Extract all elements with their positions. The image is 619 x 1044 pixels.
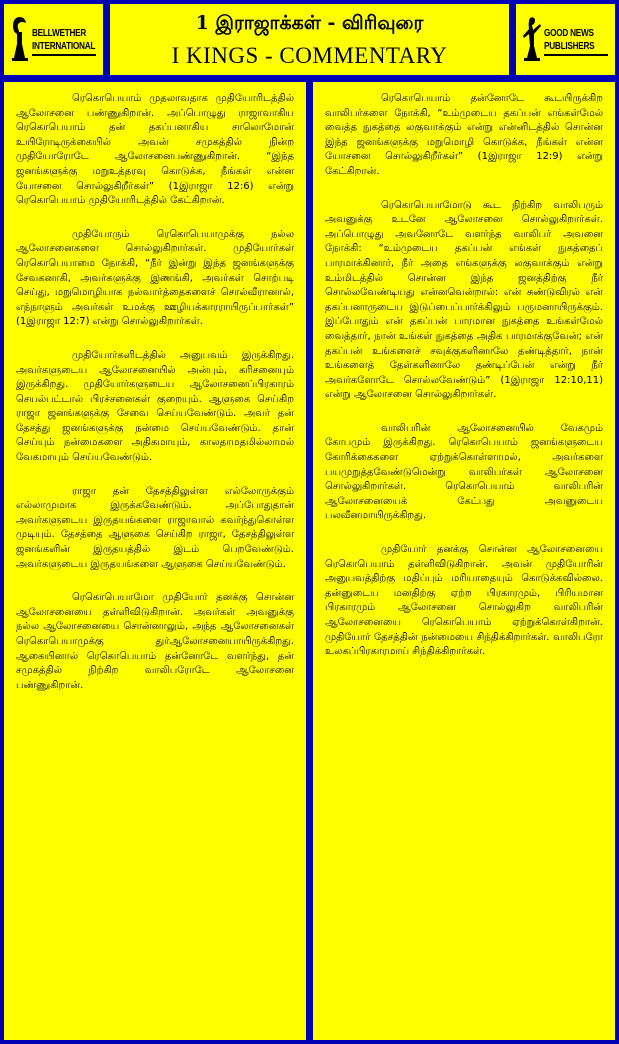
good-news-logo xyxy=(520,10,611,70)
paragraph: முதியோரும் ரெகொபெயாமுக்கு நல்ல ஆலோசனைகளை சொல்லுகிறார்கள். முதியோர்கள் ரெகொபெயாமை நோக்கி, “நீர் இன்று இந்த ஜனங்களுக்கு சேவகனாகி, அவர்களுக்கு இணங்கி, அவர்கள் சொற்படி செய்து, மறுமொழியாக நல்வார்த்தைகளைச் சொல்வீரானால், எந்நாளும் அவர்கள் உமக்கு ஊழியக்காரராயிருப்பார்கள்” (1இராஜா 12:7) என்று சொல்லுகிறார்கள். xyxy=(16,228,294,328)
paragraph: ராஜா தன் தேசத்திலுள்ள எல்லோருக்கும் எல்லாமுமாக இருக்கவேண்டும். அப்போதுதான் அவர்களுடைய இருதயங்களை ராஜாவால் கவர்ந்துகொள்ள முடியும். தேசத்தை ஆளுகை செய்கிற ராஜா, தேசத்திலுள்ள ஜனங்களின் இருதயத்தில் இடம் பெறவேண்டும். அவர்களுடைய இருதயங்களை ஆளுகை செய்யவேண்டும். xyxy=(16,485,294,570)
paragraph: வாலிபரின் ஆலோசனையில் வேகமும் கோபமும் இருக்கிறது. ரெகொபெயாம் ஜனங்களுடைய கோரிக்கைகளை ஏற்றுக்கொள்ளாமல், அவர்களை பயமுறுத்தவேண்டுமென்று வாலிபர்கள் ஆலோசனை சொல்லுகிறார்கள். ரெகொபெயாம் வாலிபரின் ஆலோசனையைக் கேட்பது அவனுடைய பலவீனமாயிருக்கிறது. xyxy=(325,422,603,522)
good-news-herald-icon xyxy=(522,14,542,62)
left-column xyxy=(4,82,306,1040)
paragraph: ரெகொபெயாம் முதலாவதாக முதியோரிடத்தில் ஆலோசனை பண்ணுகிறான். அப்பொழுது ராஜாவாகிய ரெகொபெயாம் தன் தகப்பனாகிய சாலொமோன் உயிரோடிருக்கையில் அவன் சமுகத்தில் நின்ற முதியோரோடே ஆலோசனைபண்ணுகிறான். “இந்த ஜனங்களுக்கு மறுஉத்தரவு கொடுக்க, நீங்கள் என்ன யோசனை சொல்லுகிறீர்கள்” (1இராஜா 12:6) என்று ரெகொபெயாம் முதியோரிடத்தில் கேட்கிறான். xyxy=(16,93,294,207)
bellwether-logo-line1: BELLWETHER xyxy=(32,28,87,39)
bellwether-logo xyxy=(8,10,99,70)
right-column xyxy=(313,82,615,1040)
good-news-logo-box xyxy=(516,4,615,75)
good-news-logo-line2: PUBLISHERS xyxy=(544,41,595,52)
paragraph: ரெகொபெயாமோ முதியோர் தனக்கு சொன்ன ஆலோசனையை தள்ளிவிடுகிறான். அவர்கள் அவனுக்கு நல்ல ஆலோசனையை சொன்னாலும், அந்த ஆலோசனைகள் ரெகொபெயாமுக்கு துர்ஆலோசனையாயிருக்கிறது. ஆகையினால் ரெகொபெயாம் தன்னோடே வளர்ந்து, தன் சமுகத்தில் நிற்கிற வாலிபரோடே ஆலோசனை பண்ணுகிறான். xyxy=(16,592,294,691)
paragraph: முதியோர்களிடத்தில் அனுபவம் இருக்கிறது. அவர்களுடைய ஆலோசனையில் அன்பும், கரிசனையும் இருக்கிறது. முதியோர்களுடைய ஆலோசனைப்பிரகாரம் செயல்பட்டால் பிரச்சனைகள் குறையும். ஆளுகை செய்கிற ராஜா ஜனங்களுக்கு சேவை செய்யவேண்டும். அவர் தன் தேசத்து ஜனங்களுக்கு நன்மை செய்யவேண்டும். தான் செய்யும் நன்மைகளை அதிகமாயும், காலதாமதமில்லாமல் வேகமாயும் செய்யவேண்டும். xyxy=(16,349,294,464)
paragraph: ரெகொபெயாம் தன்னோடே கூடயிருக்கிற வாலிபர்களை நோக்கி, “உம்முடைய தகப்பன் எங்கள்மேல் வைத்த நுகத்தை லகுவாக்கும் என்று என்னிடத்தில் சொன்ன இந்த ஜனங்களுக்கு மறுமொழி கொடுக்க, நீங்கள் என்ன யோசனை சொல்லுகிறீர்கள்” (1இராஜா 12:9) என்று கேட்கிறான். xyxy=(325,93,603,177)
paragraph: முதியோர் தனக்கு சொன்ன ஆலோசனையை ரெகொபெயாம் தள்ளிவிடுகிறான். அவன் முதியோரின் அனுபவத்திற்கு மதிப்பும் மரியாதையும் கொடுக்கவில்லை. தன்னுடைய மனதிற்கு ஏற்ற பிரகாரமும், பிரியமான பிரகாரமும் ஆலோசனை சொல்லுகிற வாலிபரின் ஆலோசனையை ரெகொபெயாம் ஏற்றுக்கொள்கிறான். முதியோர் தேசத்தின் நன்மையை சிந்திக்கிறார்கள். வாலிபரோ உலகப்பிரகாரமாய் சிந்திக்கிறார்கள். xyxy=(325,544,603,658)
logo-underline xyxy=(32,54,96,56)
paragraph: ரெகொபெயாமோடு கூட நிற்கிற வாலிபரும் அவனுக்கு உடனே ஆலோசனை சொல்லுகிறார்கள். அப்பொழுது அவனோடே வளர்ந்த வாலிபர் அவனை நோக்கி: “உம்முடைய தகப்பன் எங்கள் நுகத்தைப் பாரமாக்கினார், நீர் அதை எங்களுக்கு லகுவாக்கும் என்று உம்மிடத்தில் சொன்ன இந்த ஜனத்திற்கு நீர் சொல்லவேண்டியது என்னவென்றால்: என் சுண்டுவிரல் என் தகப்பனாருடைய இடுப்பைப்பார்க்கிலும் பருமனாயிருக்கும். இப்போதும் என் தகப்பன் பாரமான நுகத்தை உங்கள்மேல் வைத்தார், நான் உங்கள் நுகத்தை அதிக பாரமாக்குவேன்; என் தகப்பன் உங்களைச் சவுக்குகளினாலே தண்டித்தார், நான் உங்களைத் தேள்களினாலே தண்டிப்பேன் என்று நீர் அவர்களோடே சொல்லவேண்டும்” (1இராஜா 12:10,11) என்று ஆலோசனை சொல்லுகிறார்கள். xyxy=(325,199,603,401)
bellwether-logo-line2: INTERNATIONAL xyxy=(32,41,96,52)
title-english: I KINGS - COMMENTARY xyxy=(171,43,448,68)
title-tamil: 1 இராஜாக்கள் - விரிவுரை xyxy=(195,12,424,34)
bellwether-ram-icon xyxy=(10,14,30,62)
good-news-logo-line1: GOOD NEWS xyxy=(544,28,594,39)
bellwether-logo-box xyxy=(4,4,103,75)
title-box xyxy=(110,4,509,75)
logo-underline xyxy=(544,54,608,56)
